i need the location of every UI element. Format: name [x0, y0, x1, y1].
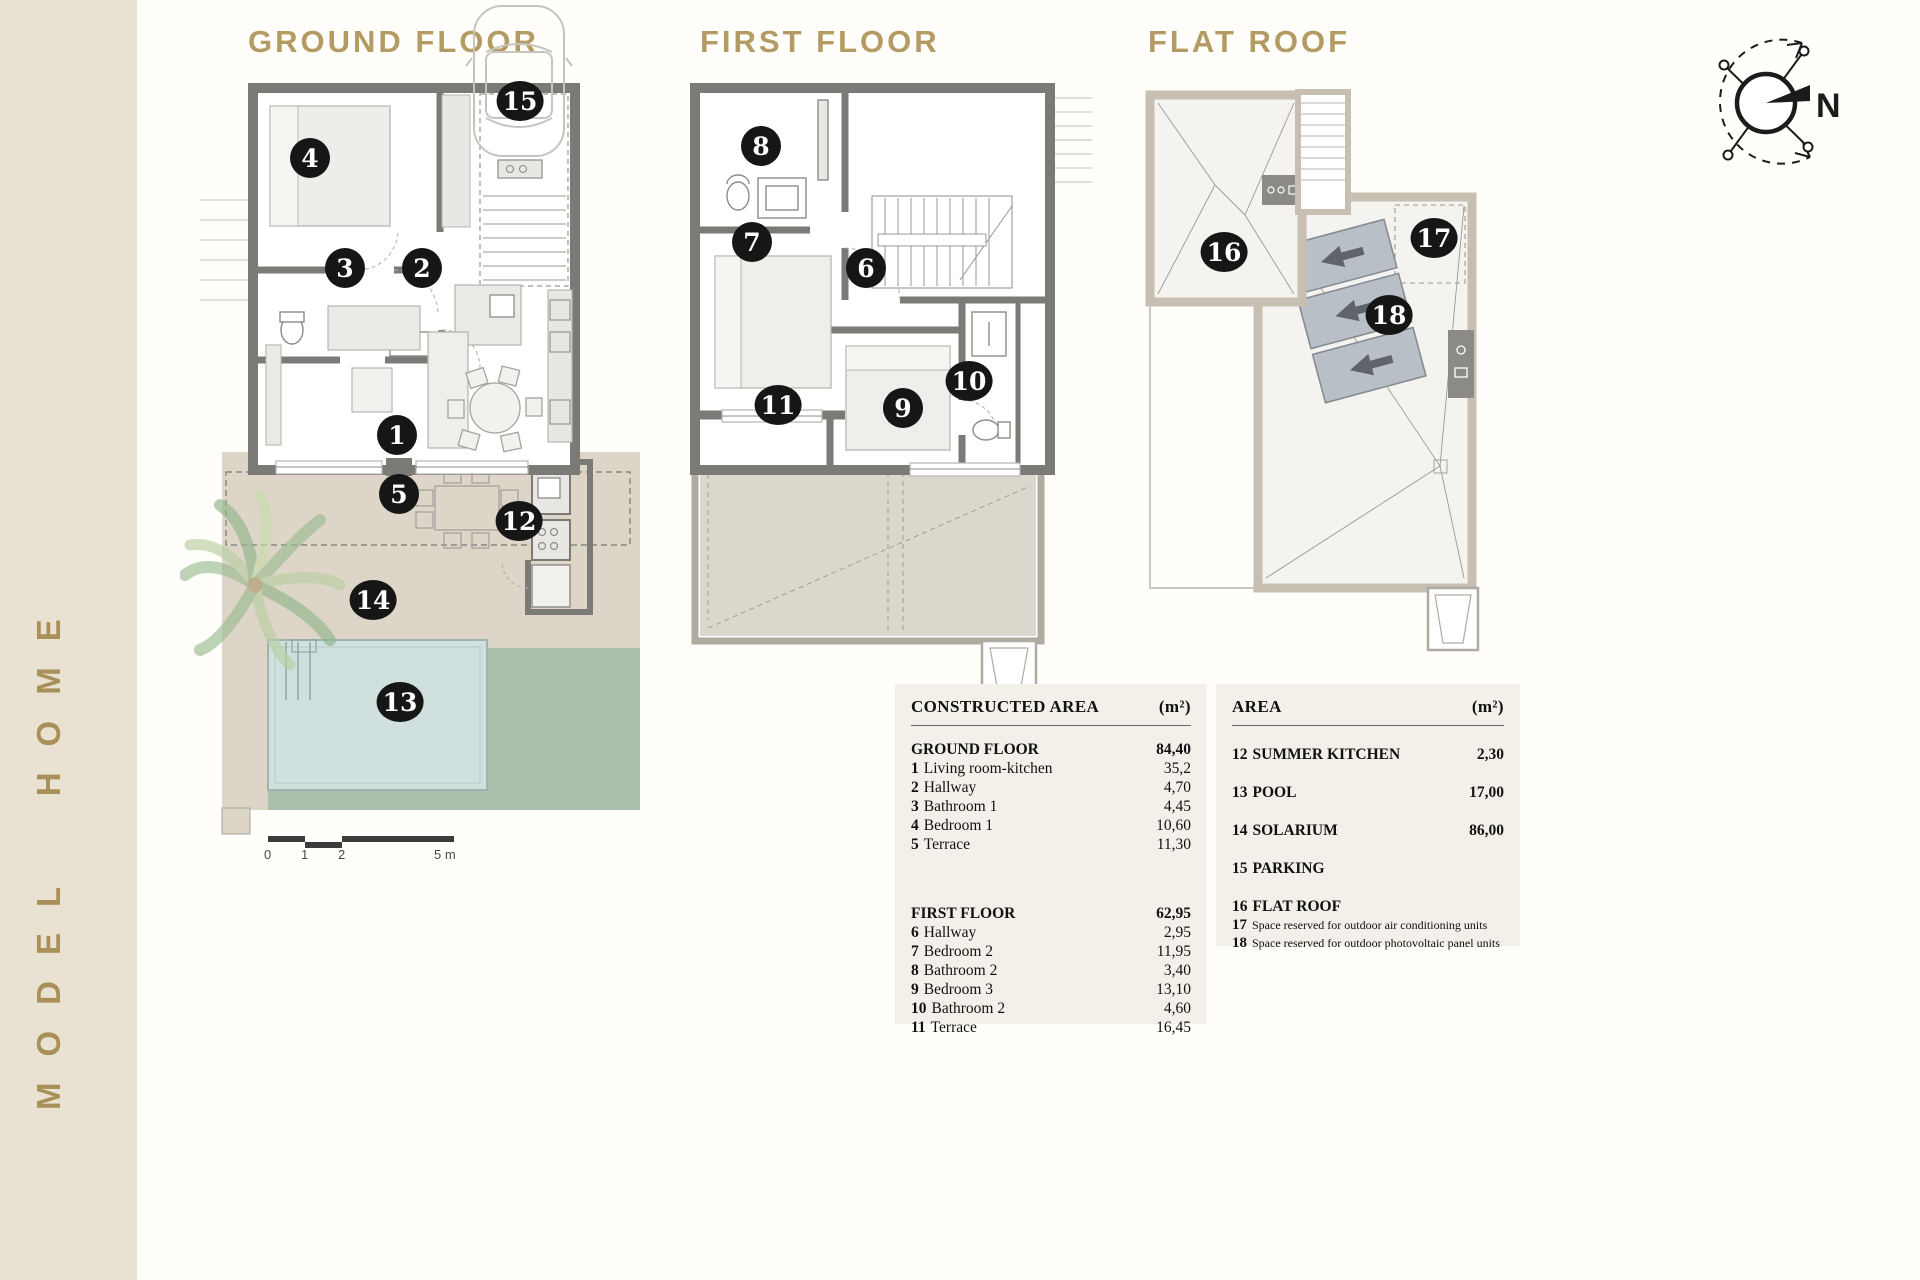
room-marker-7: 7 [732, 222, 772, 262]
table-header [1232, 697, 1504, 726]
table-row: 9 Bedroom 3 13,10 [911, 981, 1191, 998]
compass-rose-icon [1690, 25, 1860, 175]
table-row: 7 Bedroom 2 11,95 [911, 943, 1191, 960]
table-title: AREA [1232, 697, 1282, 716]
scale-label: 5 m [434, 847, 456, 862]
table-row: 5 Terrace 11,30 [911, 836, 1191, 853]
brand-title: MODEL HOME [30, 593, 67, 1110]
scale-bar [264, 832, 464, 866]
table-row: 14 SOLARIUM 86,00 [1232, 822, 1504, 839]
room-marker-10: 10 [946, 361, 993, 401]
table-title: CONSTRUCTED AREA [911, 697, 1100, 716]
first-floor-title: FIRST FLOOR [700, 24, 940, 59]
table-spacer [911, 854, 1191, 890]
table-row: 16 FLAT ROOF [1232, 898, 1342, 915]
room-marker-9: 9 [883, 388, 923, 428]
roof-stair-exit [1298, 92, 1348, 212]
table-row: 6 Hallway 2,95 [911, 924, 1191, 941]
room-marker-18: 18 [1366, 295, 1413, 335]
table-row: 4 Bedroom 1 10,60 [911, 817, 1191, 834]
table-header [911, 697, 1191, 726]
area-table [1216, 684, 1520, 951]
roof-void-outline [1150, 302, 1258, 588]
bedroom2-furniture [715, 256, 831, 388]
table-row: 18 Space reserved for outdoor photovoltaic panel units [1232, 935, 1500, 951]
table-row: 15 PARKING [1232, 860, 1325, 877]
room-marker-11: 11 [755, 385, 802, 425]
table-row: 12 SUMMER KITCHEN 2,30 [1232, 746, 1504, 763]
table-row: 11 Terrace 16,45 [911, 1019, 1191, 1036]
constructed-area-table [895, 684, 1207, 1036]
table-row: GROUND FLOOR 84,40 [911, 741, 1191, 758]
table-unit: (m²) [1471, 697, 1504, 716]
stairs [872, 196, 1012, 288]
room-marker-2: 2 [402, 248, 442, 288]
roof-equipment-unit [1448, 330, 1474, 398]
table-unit: (m²) [1158, 697, 1191, 716]
table-row: 1 Living room-kitchen 35,2 [911, 760, 1191, 777]
driveway-hatch [200, 200, 250, 300]
room-marker-5: 5 [379, 474, 419, 514]
table-row: 8 Bathroom 2 3,40 [911, 962, 1191, 979]
flat-roof-title: FLAT ROOF [1148, 24, 1351, 59]
flat-roof-plan [1130, 0, 1560, 700]
room-marker-8: 8 [741, 126, 781, 166]
table-row: 3 Bathroom 1 4,45 [911, 798, 1191, 815]
room-marker-1: 1 [377, 415, 417, 455]
room-marker-15: 15 [497, 81, 544, 121]
pool [268, 640, 487, 790]
scale-label: 2 [338, 847, 346, 862]
room-marker-16: 16 [1201, 232, 1248, 272]
table-row: 10 Bathroom 2 4,60 [911, 1000, 1191, 1017]
first-floor-plan [660, 0, 1100, 720]
brand-sidebar [0, 0, 137, 1280]
room-marker-13: 13 [377, 682, 424, 722]
scale-label: 0 [264, 847, 272, 862]
table-row: 13 POOL 17,00 [1232, 784, 1504, 801]
table-row: 17 Space reserved for outdoor air conditioning units [1232, 917, 1488, 933]
room-marker-17: 17 [1411, 218, 1458, 258]
ground-floor-plan [180, 0, 700, 880]
ground-floor-title: GROUND FLOOR [248, 24, 539, 59]
room-marker-3: 3 [325, 248, 365, 288]
compass-north-label: N [1816, 87, 1841, 125]
room-marker-4: 4 [290, 138, 330, 178]
table-row: FIRST FLOOR 62,95 [911, 905, 1191, 922]
stairs [480, 94, 568, 286]
room-marker-14: 14 [350, 580, 397, 620]
scale-label: 1 [301, 847, 309, 862]
room-marker-6: 6 [846, 248, 886, 288]
roof-bottom-protrusion [1428, 588, 1478, 650]
table-row: 2 Hallway 4,70 [911, 779, 1191, 796]
room-marker-12: 12 [496, 501, 543, 541]
